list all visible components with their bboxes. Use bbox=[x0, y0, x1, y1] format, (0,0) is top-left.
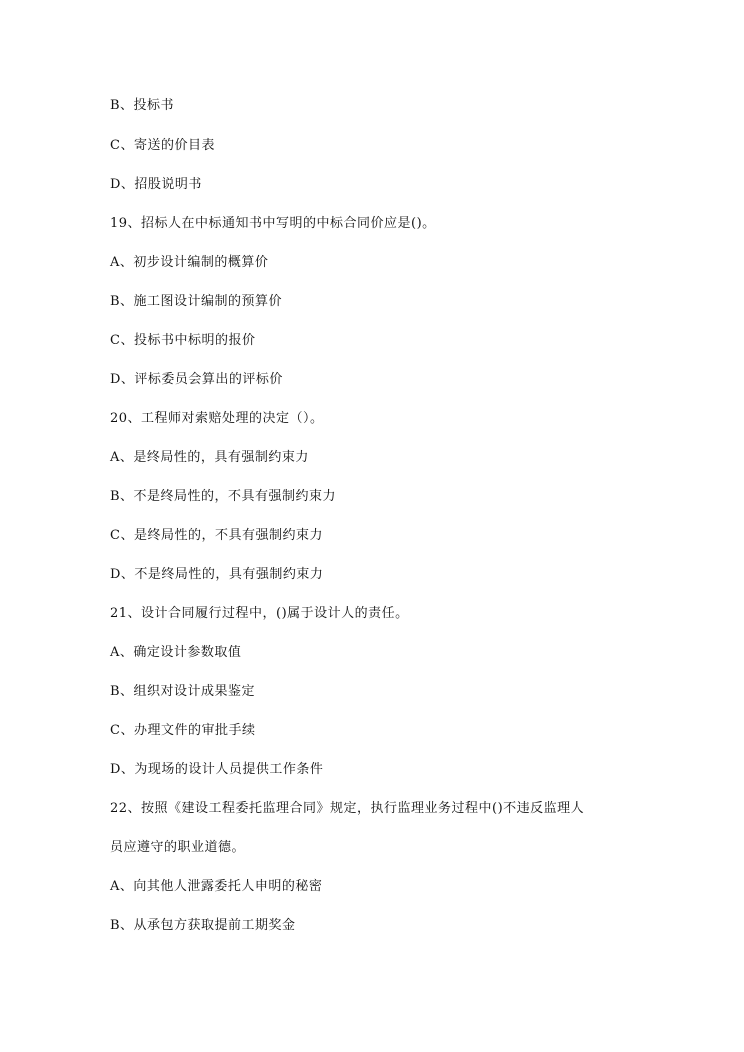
q22-option-b: B、从承包方获取提前工期奖金 bbox=[110, 918, 296, 933]
q20-option-a: A、是终局性的，具有强制约束力 bbox=[110, 450, 309, 465]
q22-option-a: A、向其他人泄露委托人申明的秘密 bbox=[110, 879, 323, 894]
question-22-line-1: 22、按照《建设工程委托监理合同》规定，执行监理业务过程中()不违反监理人 bbox=[110, 801, 585, 816]
q21-option-b: B、组织对设计成果鉴定 bbox=[110, 684, 256, 699]
q20-option-c: C、是终局性的，不具有强制约束力 bbox=[110, 528, 323, 543]
q21-option-d: D、为现场的设计人员提供工作条件 bbox=[110, 762, 324, 777]
q19-option-c: C、投标书中标明的报价 bbox=[110, 333, 256, 348]
q21-option-a: A、确定设计参数取值 bbox=[110, 645, 242, 660]
q19-option-a: A、初步设计编制的概算价 bbox=[110, 255, 269, 270]
question-19: 19、招标人在中标通知书中写明的中标合同价应是()。 bbox=[110, 216, 436, 231]
question-20: 20、工程师对索赔处理的决定（）。 bbox=[110, 411, 324, 426]
option-d-prospectus: D、招股说明书 bbox=[110, 177, 202, 192]
option-c-price-list: C、寄送的价目表 bbox=[110, 138, 215, 153]
question-22-line-2: 员应遵守的职业道德。 bbox=[110, 840, 246, 855]
q19-option-b: B、施工图设计编制的预算价 bbox=[110, 294, 283, 309]
q19-option-d: D、评标委员会算出的评标价 bbox=[110, 372, 283, 387]
option-b-tender-letter: B、投标书 bbox=[110, 98, 175, 113]
question-21: 21、设计合同履行过程中，()属于设计人的责任。 bbox=[110, 606, 409, 621]
q21-option-c: C、办理文件的审批手续 bbox=[110, 723, 256, 738]
q20-option-d: D、不是终局性的，具有强制约束力 bbox=[110, 567, 324, 582]
q20-option-b: B、不是终局性的，不具有强制约束力 bbox=[110, 489, 337, 504]
